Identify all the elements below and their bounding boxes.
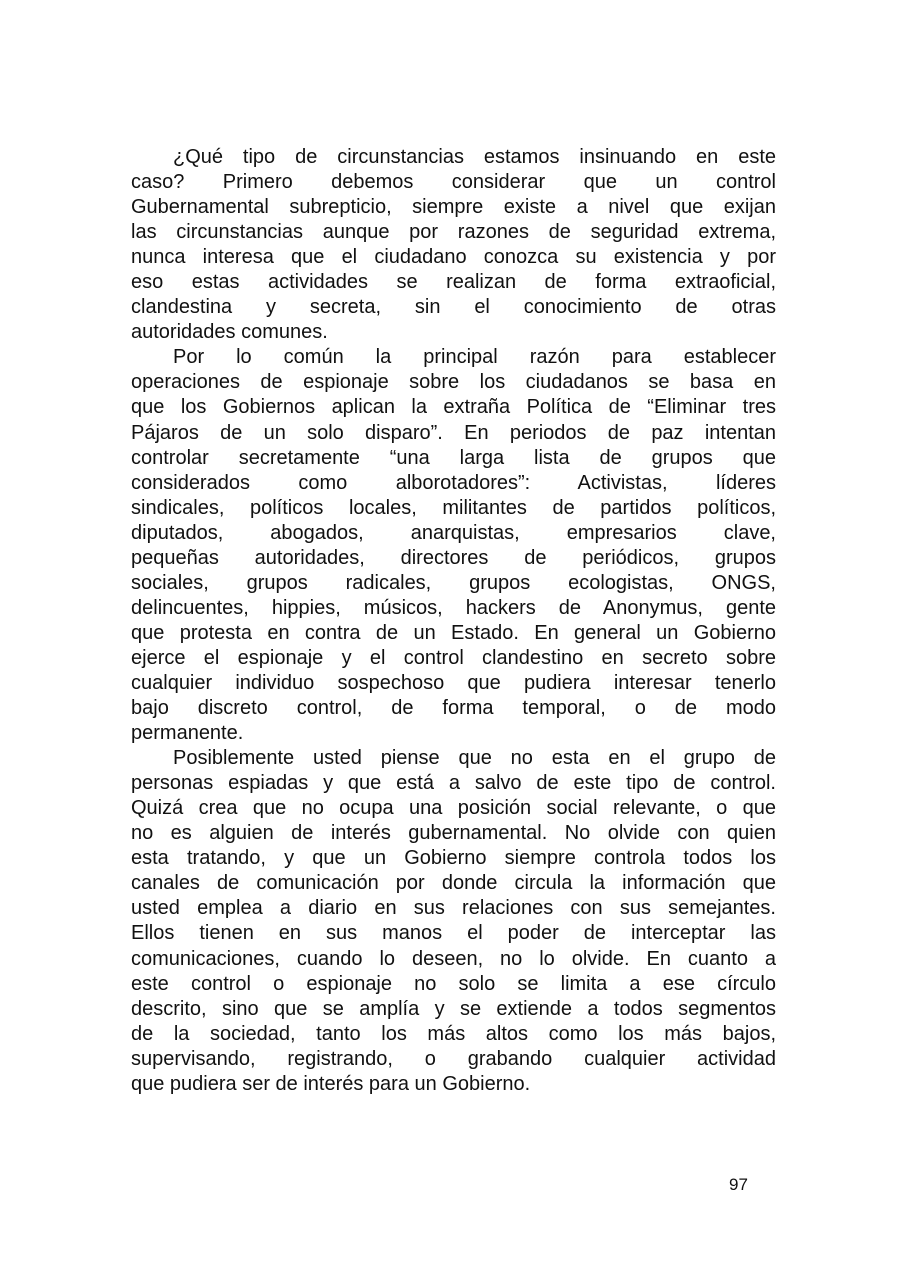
text-line: sociales, grupos radicales, grupos ecologistas, ONGS, (131, 571, 776, 594)
text-line: que pudiera ser de interés para un Gobierno. (131, 1072, 531, 1095)
text-line: supervisando, registrando, o grabando cualquier actividad (131, 1047, 776, 1070)
text-line: las circunstancias aunque por razones de seguridad extrema, (131, 221, 776, 244)
text-line: pequeñas autoridades, directores de periódicos, grupos (131, 546, 776, 569)
text-line: Ellos tienen en sus manos el poder de interceptar las (131, 922, 776, 945)
text-line: Posiblemente usted piense que no esta en el grupo de (173, 747, 776, 770)
text-line: canales de comunicación por donde circula la información que (131, 872, 776, 895)
text-line: Pájaros de un solo disparo”. En periodos de paz intentan (131, 421, 776, 444)
text-line: delincuentes, hippies, músicos, hackers de Anonymus, gente (131, 596, 776, 619)
text-line: permanente. (131, 722, 244, 745)
text-line: descrito, sino que se amplía y se extiende a todos segmentos (131, 997, 776, 1020)
text-line: este control o espionaje no solo se limita a ese círculo (131, 972, 776, 995)
text-line: no es alguien de interés gubernamental. No olvide con quien (131, 822, 776, 845)
text-line: considerados como alborotadores”: Activistas, líderes (131, 471, 776, 494)
text-line: eso estas actividades se realizan de forma extraoficial, (131, 271, 776, 294)
text-line: personas espiadas y que está a salvo de este tipo de control. (131, 772, 776, 795)
text-line: nunca interesa que el ciudadano conozca su existencia y por (131, 246, 776, 269)
text-line: clandestina y secreta, sin el conocimiento de otras (131, 296, 776, 319)
text-line: autoridades comunes. (131, 321, 328, 344)
text-line: caso? Primero debemos considerar que un control (131, 171, 776, 194)
text-line: cualquier individuo sospechoso que pudiera interesar tenerlo (131, 671, 776, 694)
paragraph (131, 145, 776, 345)
text-line: que protesta en contra de un Estado. En general un Gobierno (131, 621, 776, 644)
text-line: bajo discreto control, de forma temporal, o de modo (131, 697, 776, 720)
text-line: ejerce el espionaje y el control clandestino en secreto sobre (131, 646, 776, 669)
text-line: que los Gobiernos aplican la extraña Política de “Eliminar tres (131, 396, 776, 419)
paragraph (131, 746, 776, 1097)
text-line: sindicales, políticos locales, militantes de partidos políticos, (131, 496, 776, 519)
text-line: ¿Qué tipo de circunstancias estamos insinuando en este (173, 146, 776, 168)
text-line: diputados, abogados, anarquistas, empresarios clave, (131, 521, 776, 544)
text-line: usted emplea a diario en sus relaciones con sus semejantes. (131, 897, 776, 920)
text-line: comunicaciones, cuando lo deseen, no lo olvide. En cuanto a (131, 947, 776, 970)
text-line: controlar secretamente “una larga lista de grupos que (131, 446, 776, 469)
text-line: Quizá crea que no ocupa una posición social relevante, o que (131, 797, 776, 820)
paragraph (131, 345, 776, 746)
text-line: Por lo común la principal razón para establecer (173, 346, 776, 369)
text-line: operaciones de espionaje sobre los ciudadanos se basa en (131, 371, 776, 394)
text-line: de la sociedad, tanto los más altos como los más bajos, (131, 1022, 776, 1045)
document-body (131, 145, 776, 1097)
page-number: 97 (729, 1175, 748, 1194)
text-line: Gubernamental subrepticio, siempre existe a nivel que exijan (131, 196, 776, 219)
text-line: esta tratando, y que un Gobierno siempre controla todos los (131, 847, 776, 870)
